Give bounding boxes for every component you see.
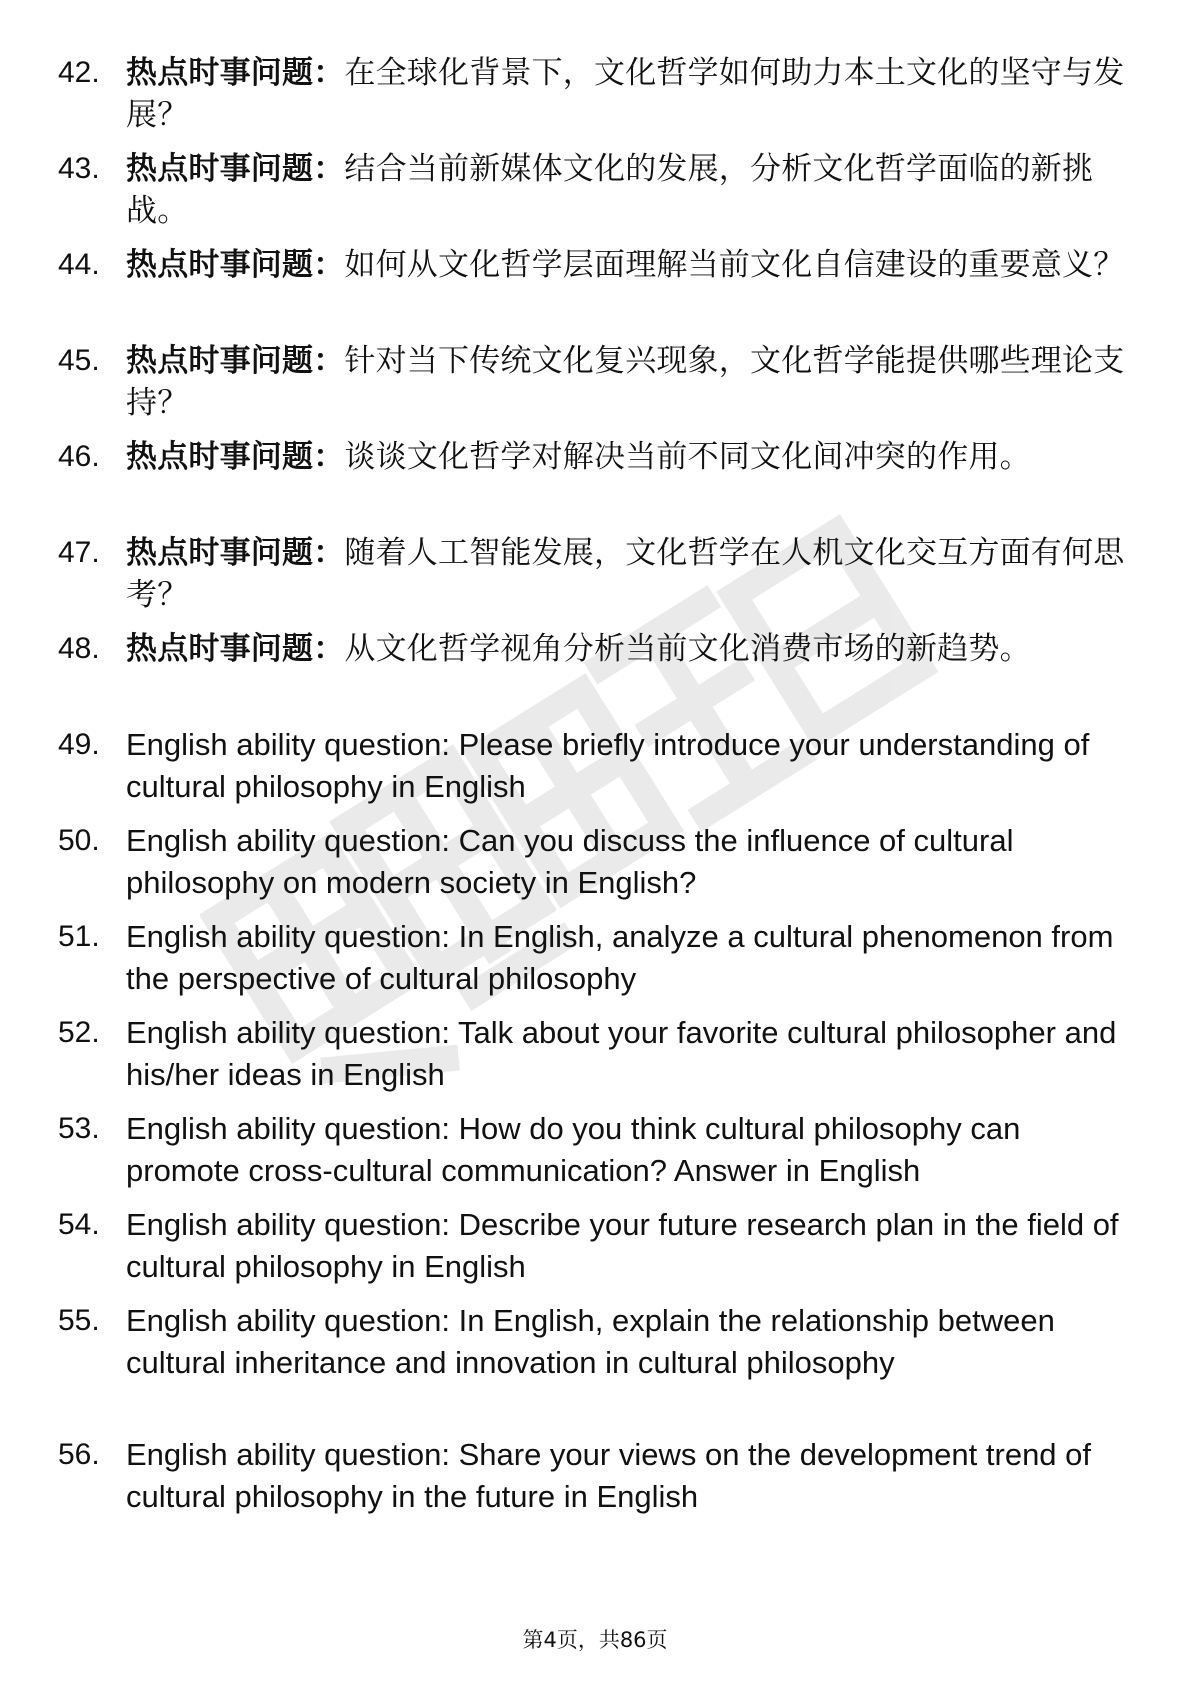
question-text: [126, 628, 1138, 670]
question-label: 热点时事问题：: [126, 631, 345, 667]
question-list: [58, 52, 1138, 1530]
question-number: 43.: [58, 152, 100, 185]
question-item: [58, 148, 1138, 244]
question-number: 56.: [58, 1438, 100, 1471]
question-text: English ability question: In English, explain the relationship between cultural inheritance and innovation in cultural philosophy: [126, 1303, 1055, 1380]
question-item: [58, 820, 1138, 916]
question-body: 结合当前新媒体文化的发展，分析文化哲学面临的新挑战。: [126, 151, 1094, 229]
question-text: English ability question: Talk about your favorite cultural philosopher and his/her ideas in English: [126, 1015, 1117, 1092]
question-label: 热点时事问题：: [126, 247, 345, 283]
question-body: 随着人工智能发展，文化哲学在人机文化交互方面有何思考？: [126, 535, 1125, 613]
question-text: English ability question: Share your views on the development trend of cultural philosophy in the future in English: [126, 1437, 1092, 1514]
question-item: [58, 724, 1138, 820]
question-text: [126, 244, 1138, 286]
question-item: [58, 628, 1138, 724]
question-text: [126, 52, 1138, 136]
question-label: 热点时事问题：: [126, 439, 345, 475]
question-text: [126, 532, 1138, 616]
question-item: [58, 916, 1138, 1012]
question-number: 54.: [58, 1208, 100, 1241]
question-number: 50.: [58, 824, 100, 857]
question-item: [58, 1012, 1138, 1108]
question-body: 谈谈文化哲学对解决当前不同文化间冲突的作用。: [344, 439, 1031, 475]
question-label: 热点时事问题：: [126, 55, 345, 91]
question-text: [126, 340, 1138, 424]
question-item: [58, 1434, 1138, 1530]
question-number: 44.: [58, 248, 100, 281]
question-item: [58, 1204, 1138, 1300]
question-body: 从文化哲学视角分析当前文化消费市场的新趋势。: [344, 631, 1031, 667]
question-body: 如何从文化哲学层面理解当前文化自信建设的重要意义？: [344, 247, 1125, 283]
question-item: [58, 1108, 1138, 1204]
question-number: 52.: [58, 1016, 100, 1049]
question-number: 51.: [58, 920, 100, 953]
question-text: [126, 436, 1138, 478]
question-item: [58, 532, 1138, 628]
question-body: 在全球化背景下，文化哲学如何助力本土文化的坚守与发展？: [126, 55, 1125, 133]
question-number: 45.: [58, 344, 100, 377]
question-number: 49.: [58, 728, 100, 761]
question-item: [58, 436, 1138, 532]
question-text: English ability question: How do you think cultural philosophy can promote cross-cultural communication? Answer in English: [126, 1111, 1021, 1188]
question-text: English ability question: Describe your future research plan in the field of cultural philosophy in English: [126, 1207, 1119, 1284]
question-label: 热点时事问题：: [126, 343, 345, 379]
question-item: [58, 340, 1138, 436]
question-number: 42.: [58, 56, 100, 89]
question-text: English ability question: In English, analyze a cultural phenomenon from the perspective of cultural philosophy: [126, 919, 1114, 996]
question-item: [58, 244, 1138, 340]
question-number: 46.: [58, 440, 100, 473]
question-text: English ability question: Please briefly introduce your understanding of cultural philosophy in English: [126, 727, 1090, 804]
question-item: [58, 1300, 1138, 1434]
question-body: 针对当下传统文化复兴现象，文化哲学能提供哪些理论支持？: [126, 343, 1125, 421]
question-text: [126, 148, 1138, 232]
question-number: 55.: [58, 1304, 100, 1337]
page-footer: 第4页，共86页: [522, 1628, 668, 1652]
question-item: [58, 52, 1138, 148]
question-number: 47.: [58, 536, 100, 569]
question-label: 热点时事问题：: [126, 151, 345, 187]
question-number: 48.: [58, 632, 100, 665]
question-label: 热点时事问题：: [126, 535, 345, 571]
question-number: 53.: [58, 1112, 100, 1145]
question-text: English ability question: Can you discuss the influence of cultural philosophy on modern society in English?: [126, 823, 1014, 900]
